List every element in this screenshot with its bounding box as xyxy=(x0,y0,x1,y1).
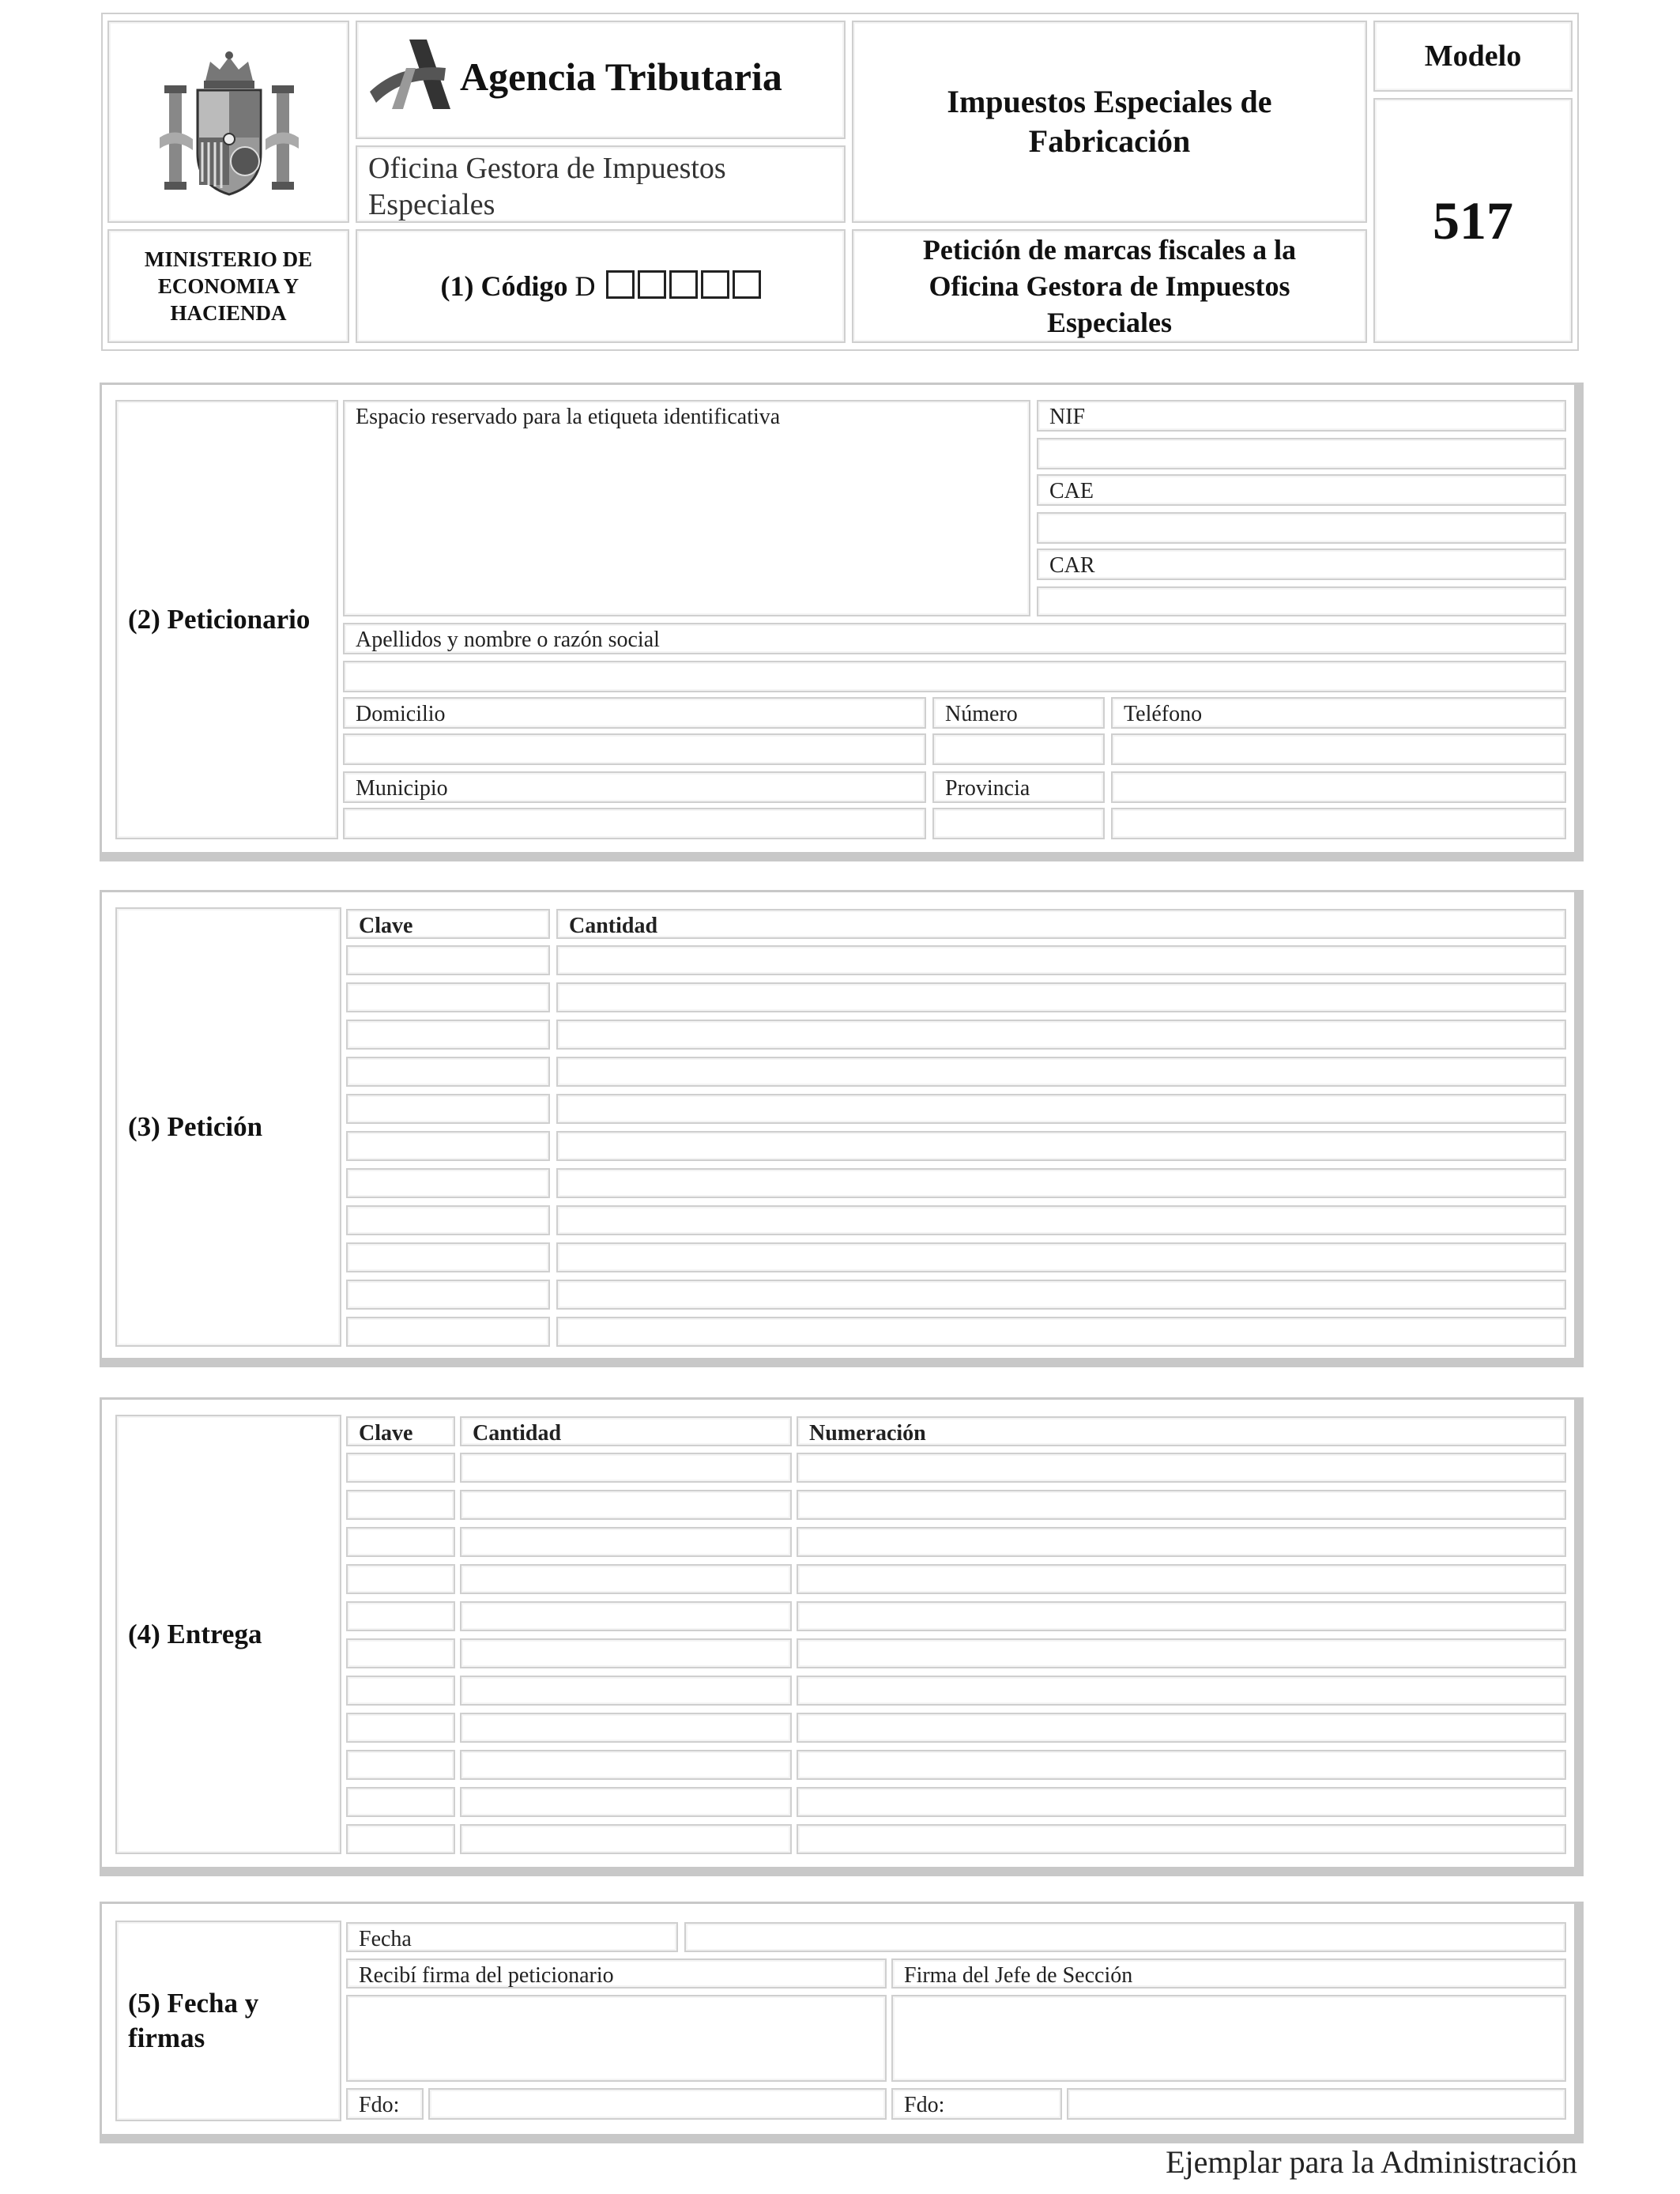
peticion-row-8-cantidad[interactable] xyxy=(556,1205,1566,1235)
entrega-row-2-cantidad[interactable] xyxy=(460,1490,792,1520)
jefe-signature-area[interactable] xyxy=(891,1995,1566,2082)
provincia-label: Provincia xyxy=(945,776,1030,801)
nombre-input[interactable] xyxy=(343,661,1566,692)
entrega-row-7-clave[interactable] xyxy=(346,1676,455,1706)
car-label: CAR xyxy=(1049,553,1095,578)
entrega-row-9-cantidad[interactable] xyxy=(460,1750,792,1780)
provincia-code-input[interactable] xyxy=(1111,771,1566,803)
entrega-row-10-cantidad[interactable] xyxy=(460,1787,792,1817)
telefono-label-cell xyxy=(1111,697,1566,729)
peticion-label-cell xyxy=(115,907,341,1347)
code-cell xyxy=(356,229,846,343)
peticion-row-6-clave[interactable] xyxy=(346,1131,550,1161)
entrega-row-1-clave[interactable] xyxy=(346,1453,455,1483)
entrega-row-8-cantidad[interactable] xyxy=(460,1713,792,1743)
office-name: Oficina Gestora de Impuestos Especiales xyxy=(368,152,726,221)
entrega-row-4-cantidad[interactable] xyxy=(460,1564,792,1594)
peticion-col-cantidad xyxy=(556,909,1566,939)
entrega-label: (4) Entrega xyxy=(128,1619,262,1649)
peticion-row-11-cantidad[interactable] xyxy=(556,1317,1566,1347)
numero-label: Número xyxy=(945,702,1018,726)
telefono-input[interactable] xyxy=(1111,733,1566,765)
code-box-5[interactable] xyxy=(733,270,761,299)
fdo-left-label-cell xyxy=(346,2088,424,2120)
modelo-number-cell xyxy=(1373,98,1573,343)
entrega-row-6-cantidad[interactable] xyxy=(460,1638,792,1668)
provincia-label-cell xyxy=(932,771,1105,803)
agency-logo-icon xyxy=(368,36,455,115)
entrega-numeracion-header: Numeración xyxy=(809,1421,926,1446)
firmas-label: (5) Fecha y firmas xyxy=(128,1988,259,2053)
peticion-clave-header: Clave xyxy=(359,914,413,938)
entrega-row-6-numeracion[interactable] xyxy=(797,1638,1566,1668)
cae-input[interactable] xyxy=(1037,512,1566,544)
jefe-label: Firma del Jefe de Sección xyxy=(904,1963,1133,1988)
car-label-cell xyxy=(1037,548,1566,580)
entrega-row-3-clave[interactable] xyxy=(346,1527,455,1557)
peticion-row-5-cantidad[interactable] xyxy=(556,1094,1566,1124)
fdo-left-label: Fdo: xyxy=(359,2093,400,2117)
peticion-row-10-clave[interactable] xyxy=(346,1280,550,1310)
subtitle-cell xyxy=(852,229,1367,343)
entrega-row-4-numeracion[interactable] xyxy=(797,1564,1566,1594)
fecha-label-cell xyxy=(346,1922,678,1952)
form-subtitle: Petición de marcas fiscales a la Oficina Gestora de Impuestos Especiales xyxy=(922,234,1297,338)
nif-label: NIF xyxy=(1049,405,1086,429)
numero-input[interactable] xyxy=(932,733,1105,765)
title-cell xyxy=(852,21,1367,223)
entrega-row-8-clave[interactable] xyxy=(346,1713,455,1743)
entrega-row-1-numeracion[interactable] xyxy=(797,1453,1566,1483)
etiqueta-area[interactable] xyxy=(343,400,1030,616)
peticion-cantidad-header: Cantidad xyxy=(569,914,658,938)
office-cell xyxy=(356,145,846,223)
entrega-row-1-cantidad[interactable] xyxy=(460,1453,792,1483)
code-label: (1) Código xyxy=(440,270,568,302)
recibi-label: Recibí firma del peticionario xyxy=(359,1963,614,1988)
code-box-1[interactable] xyxy=(606,270,635,299)
municipio-input[interactable] xyxy=(343,808,926,839)
entrega-row-5-numeracion[interactable] xyxy=(797,1601,1566,1631)
peticion-row-1-clave[interactable] xyxy=(346,945,550,975)
provincia-input[interactable] xyxy=(932,808,1105,839)
domicilio-label-cell xyxy=(343,697,926,729)
entrega-clave-header: Clave xyxy=(359,1421,413,1446)
peticion-row-5-clave[interactable] xyxy=(346,1094,550,1124)
peticion-row-7-clave[interactable] xyxy=(346,1168,550,1198)
peticion-row-11-clave[interactable] xyxy=(346,1317,550,1347)
entrega-row-3-numeracion[interactable] xyxy=(797,1527,1566,1557)
entrega-row-8-numeracion[interactable] xyxy=(797,1713,1566,1743)
entrega-row-2-numeracion[interactable] xyxy=(797,1490,1566,1520)
entrega-row-3-cantidad[interactable] xyxy=(460,1527,792,1557)
entrega-row-10-numeracion[interactable] xyxy=(797,1787,1566,1817)
fecha-input[interactable] xyxy=(684,1922,1566,1952)
peticion-row-3-cantidad[interactable] xyxy=(556,1020,1566,1050)
numero-label-cell xyxy=(932,697,1105,729)
provincia-extra-input[interactable] xyxy=(1111,808,1566,839)
code-box-3[interactable] xyxy=(669,270,698,299)
nif-label-cell xyxy=(1037,400,1566,432)
entrega-label-cell xyxy=(115,1415,341,1854)
agency-name: Agencia Tributaria xyxy=(460,55,782,99)
entrega-row-2-clave[interactable] xyxy=(346,1490,455,1520)
peticion-row-1-cantidad[interactable] xyxy=(556,945,1566,975)
peticion-row-6-cantidad[interactable] xyxy=(556,1131,1566,1161)
entrega-row-9-clave[interactable] xyxy=(346,1750,455,1780)
copy-label: Ejemplar para la Administración xyxy=(1166,2144,1577,2180)
entrega-row-11-clave[interactable] xyxy=(346,1824,455,1854)
peticion-row-4-clave[interactable] xyxy=(346,1057,550,1087)
nombre-label: Apellidos y nombre o razón social xyxy=(356,628,660,652)
agency-cell xyxy=(356,21,846,139)
telefono-label: Teléfono xyxy=(1124,702,1203,726)
entrega-row-5-clave[interactable] xyxy=(346,1601,455,1631)
entrega-row-11-cantidad[interactable] xyxy=(460,1824,792,1854)
peticion-row-3-clave[interactable] xyxy=(346,1020,550,1050)
peticion-row-9-clave[interactable] xyxy=(346,1242,550,1272)
cae-label-cell xyxy=(1037,474,1566,506)
peticion-label: (3) Petición xyxy=(128,1111,263,1142)
modelo-label-cell xyxy=(1373,21,1573,92)
entrega-cantidad-header: Cantidad xyxy=(473,1421,562,1446)
nif-input[interactable] xyxy=(1037,438,1566,469)
ministry-name: MINISTERIO DE ECONOMIA Y HACIENDA xyxy=(144,247,313,325)
code-box-4[interactable] xyxy=(701,270,729,299)
entrega-row-7-numeracion[interactable] xyxy=(797,1676,1566,1706)
fecha-label: Fecha xyxy=(359,1927,412,1951)
peticion-row-2-cantidad[interactable] xyxy=(556,982,1566,1012)
code-prefix: D xyxy=(574,270,596,302)
fdo-right-input[interactable] xyxy=(1067,2088,1566,2120)
entrega-row-10-clave[interactable] xyxy=(346,1787,455,1817)
etiqueta-label: Espacio reservado para la etiqueta identificativa xyxy=(356,405,781,429)
peticionario-label-cell xyxy=(115,400,338,839)
fdo-left-input[interactable] xyxy=(428,2088,887,2120)
peticion-row-7-cantidad[interactable] xyxy=(556,1168,1566,1198)
peticion-row-9-cantidad[interactable] xyxy=(556,1242,1566,1272)
entrega-row-5-cantidad[interactable] xyxy=(460,1601,792,1631)
recibi-label-cell xyxy=(346,1958,887,1989)
nombre-label-cell xyxy=(343,623,1566,654)
modelo-number: 517 xyxy=(1433,190,1513,251)
modelo-label: Modelo xyxy=(1424,40,1522,73)
entrega-row-7-cantidad[interactable] xyxy=(460,1676,792,1706)
fdo-right-label-cell xyxy=(891,2088,1062,2120)
entrega-row-4-clave[interactable] xyxy=(346,1564,455,1594)
cae-label: CAE xyxy=(1049,479,1094,503)
coat-of-arms-cell xyxy=(107,21,349,223)
domicilio-input[interactable] xyxy=(343,733,926,765)
code-box-2[interactable] xyxy=(638,270,666,299)
peticion-row-10-cantidad[interactable] xyxy=(556,1280,1566,1310)
municipio-label: Municipio xyxy=(356,776,448,801)
municipio-label-cell xyxy=(343,771,926,803)
entrega-col-numeracion xyxy=(797,1416,1566,1446)
form-title: Impuestos Especiales de Fabricación xyxy=(947,84,1272,159)
peticion-row-2-clave[interactable] xyxy=(346,982,550,1012)
ministry-cell xyxy=(107,229,349,343)
car-input[interactable] xyxy=(1037,586,1566,616)
entrega-col-cantidad xyxy=(460,1416,792,1446)
jefe-label-cell xyxy=(891,1958,1566,1989)
coat-of-arms-icon xyxy=(158,51,300,201)
peticion-col-clave xyxy=(346,909,550,939)
entrega-col-clave xyxy=(346,1416,455,1446)
firmas-label-cell xyxy=(115,1921,341,2121)
entrega-row-9-numeracion[interactable] xyxy=(797,1750,1566,1780)
peticion-row-4-cantidad[interactable] xyxy=(556,1057,1566,1087)
entrega-row-6-clave[interactable] xyxy=(346,1638,455,1668)
peticion-row-8-clave[interactable] xyxy=(346,1205,550,1235)
domicilio-label: Domicilio xyxy=(356,702,446,726)
peticionario-label: (2) Peticionario xyxy=(128,604,311,635)
peticionario-signature-area[interactable] xyxy=(346,1995,887,2082)
entrega-row-11-numeracion[interactable] xyxy=(797,1824,1566,1854)
fdo-right-label: Fdo: xyxy=(904,2093,945,2117)
